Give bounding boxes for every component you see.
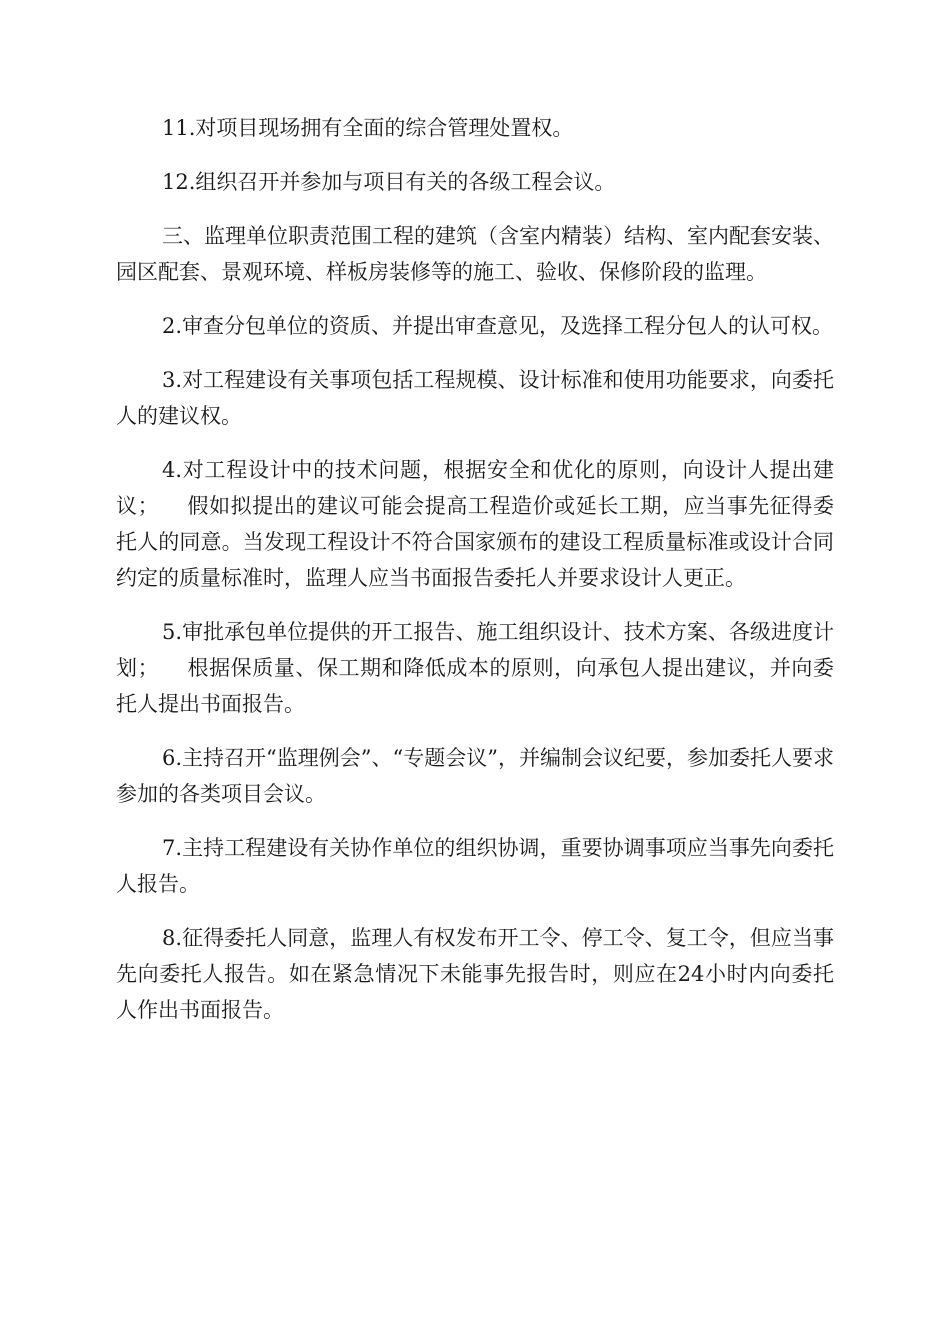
paragraph-item-11: 11.对项目现场拥有全面的综合管理处置权。 — [162, 116, 574, 140]
paragraph-item-12: 12.组织召开并参加与项目有关的各级工程会议。 — [162, 170, 616, 194]
paragraph-item-6: 6.主持召开“监理例会”、“专题会议”，并编制会议纪要，参加委托人要求参加的各类项目会议。 — [116, 746, 834, 806]
paragraph-item-7: 7.主持工程建设有关协作单位的组织协调，重要协调事项应当事先向委托人报告。 — [116, 836, 834, 896]
paragraph-item-2: 2.审查分包单位的资质、并提出审查意见，及选择工程分包人的认可权。 — [162, 314, 834, 338]
paragraph-item-3: 3.对工程建设有关事项包括工程规模、设计标准和使用功能要求，向委托人的建议权。 — [116, 368, 834, 428]
paragraph-item-5: 5.审批承包单位提供的开工报告、施工组织设计、技术方案、各级进度计划； 根据保质量、保工期和降低成本的原则，向承包人提出建议，并向委托人提出书面报告。 — [116, 620, 834, 716]
section-three-heading-paragraph: 三、监理单位职责范围工程的建筑（含室内精装）结构、室内配套安装、园区配套、景观环境、样板房装修等的施工、验收、保修阶段的监理。 — [116, 224, 834, 284]
document-body — [116, 110, 834, 1046]
paragraph-item-8: 8.征得委托人同意，监理人有权发布开工令、停工令、复工令，但应当事先向委托人报告。如在紧急情况下未能事先报告时，则应在24小时内向委托人作出书面报告。 — [116, 926, 834, 1022]
paragraph-item-4: 4.对工程设计中的技术问题，根据安全和优化的原则，向设计人提出建议； 假如拟提出的建议可能会提高工程造价或延长工期，应当事先征得委托人的同意。当发现工程设计不符合国家颁布的建设工程质量标准或设计合同约定的质量标准时，监理人应当书面报告委托人并要求设计人更正。 — [116, 458, 834, 590]
